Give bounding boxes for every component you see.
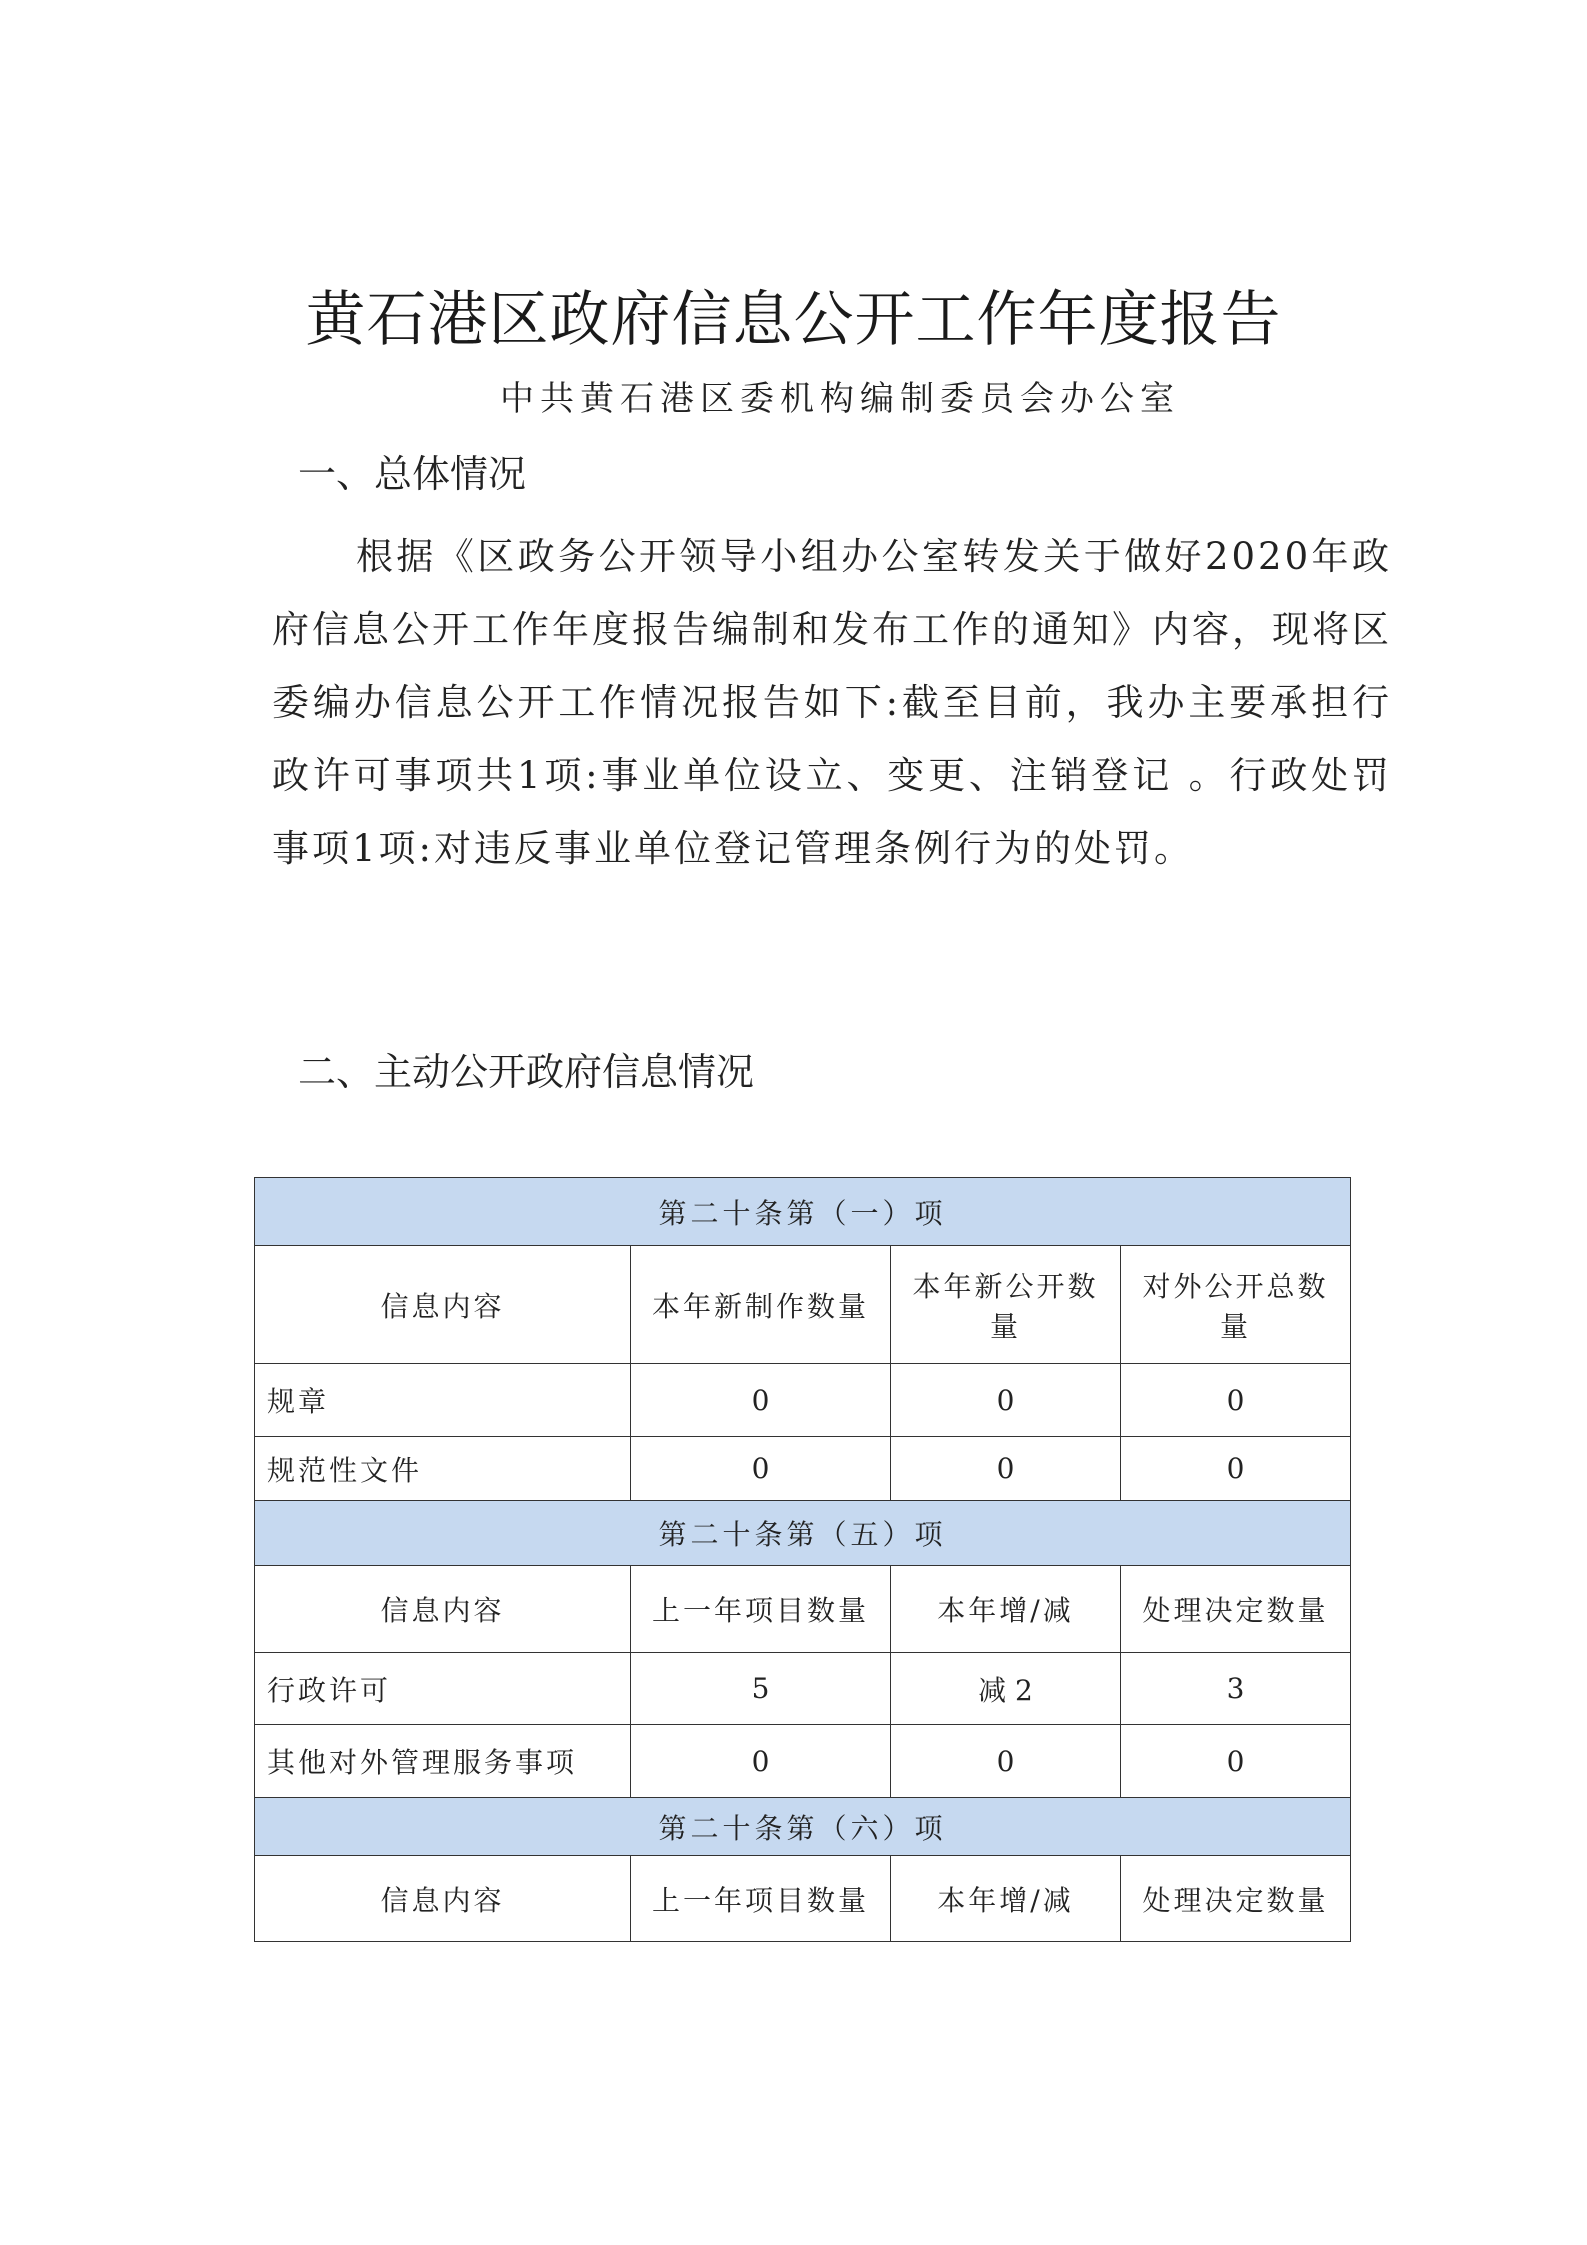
disclosure-table xyxy=(254,1177,1351,1942)
table-header-row xyxy=(255,1246,1351,1364)
table-header-row xyxy=(255,1566,1351,1653)
table-cell: 0 xyxy=(631,1725,891,1798)
table-cell: 0 xyxy=(891,1364,1121,1437)
table-section-row xyxy=(255,1798,1351,1856)
table-cell: 0 xyxy=(891,1437,1121,1501)
table-header-cell: 上一年项目数量 xyxy=(631,1566,891,1653)
table-cell: 0 xyxy=(631,1437,891,1501)
table-cell: 0 xyxy=(1121,1725,1351,1798)
table-row xyxy=(255,1437,1351,1501)
table-section-title: 第二十条第（五）项 xyxy=(255,1501,1351,1566)
table-cell: 0 xyxy=(1121,1364,1351,1437)
table-cell: 3 xyxy=(1121,1653,1351,1725)
table-cell: 减 2 xyxy=(891,1653,1121,1725)
table-header-cell: 处理决定数量 xyxy=(1121,1856,1351,1942)
table-row-label: 规范性文件 xyxy=(255,1437,631,1501)
table-header-cell: 信息内容 xyxy=(255,1856,631,1942)
table-cell: 0 xyxy=(1121,1437,1351,1501)
table-header-cell: 信息内容 xyxy=(255,1566,631,1653)
table-row-label: 行政许可 xyxy=(255,1653,631,1725)
table-header-row xyxy=(255,1856,1351,1942)
table-row-label: 规章 xyxy=(255,1364,631,1437)
table-cell: 0 xyxy=(891,1725,1121,1798)
section-heading-overview: 一、总体情况 xyxy=(298,452,527,496)
table-header-cell: 信息内容 xyxy=(255,1246,631,1364)
table-section-row xyxy=(255,1178,1351,1246)
table-cell: 0 xyxy=(631,1364,891,1437)
table-cell: 5 xyxy=(631,1653,891,1725)
table-header-cell: 对外公开总数量 xyxy=(1121,1246,1351,1364)
table-header-cell: 本年新制作数量 xyxy=(631,1246,891,1364)
overview-paragraph: 根据《区政务公开领导小组办公室转发关于做好2020年政府信息公开工作年度报告编制和发布工作的通知》内容，现将区委编办信息公开工作情况报告如下:截至目前，我办主要承担行政许可事项共1项:事业单位设立、变更、注销登记 。行政处罚事项1项:对违反事业单位登记管理条例行为的处罚。 xyxy=(272,535,1392,870)
table-section-row xyxy=(255,1501,1351,1566)
issuing-office: 中共黄石港区委机构编制委员会办公室 xyxy=(500,379,1180,419)
document-title: 黄石港区政府信息公开工作年度报告 xyxy=(305,285,1282,355)
section-heading-proactive-disclosure: 二、主动公开政府信息情况 xyxy=(298,1050,755,1094)
table-row xyxy=(255,1653,1351,1725)
table-header-cell: 上一年项目数量 xyxy=(631,1856,891,1942)
table-row xyxy=(255,1364,1351,1437)
table-row-label: 其他对外管理服务事项 xyxy=(255,1725,631,1798)
table-header-cell: 本年增/减 xyxy=(891,1856,1121,1942)
table-section-title: 第二十条第（一）项 xyxy=(255,1178,1351,1246)
table-header-cell: 本年增/减 xyxy=(891,1566,1121,1653)
table-section-title: 第二十条第（六）项 xyxy=(255,1798,1351,1856)
table-row xyxy=(255,1725,1351,1798)
table-header-cell: 本年新公开数量 xyxy=(891,1246,1121,1364)
table-header-cell: 处理决定数量 xyxy=(1121,1566,1351,1653)
